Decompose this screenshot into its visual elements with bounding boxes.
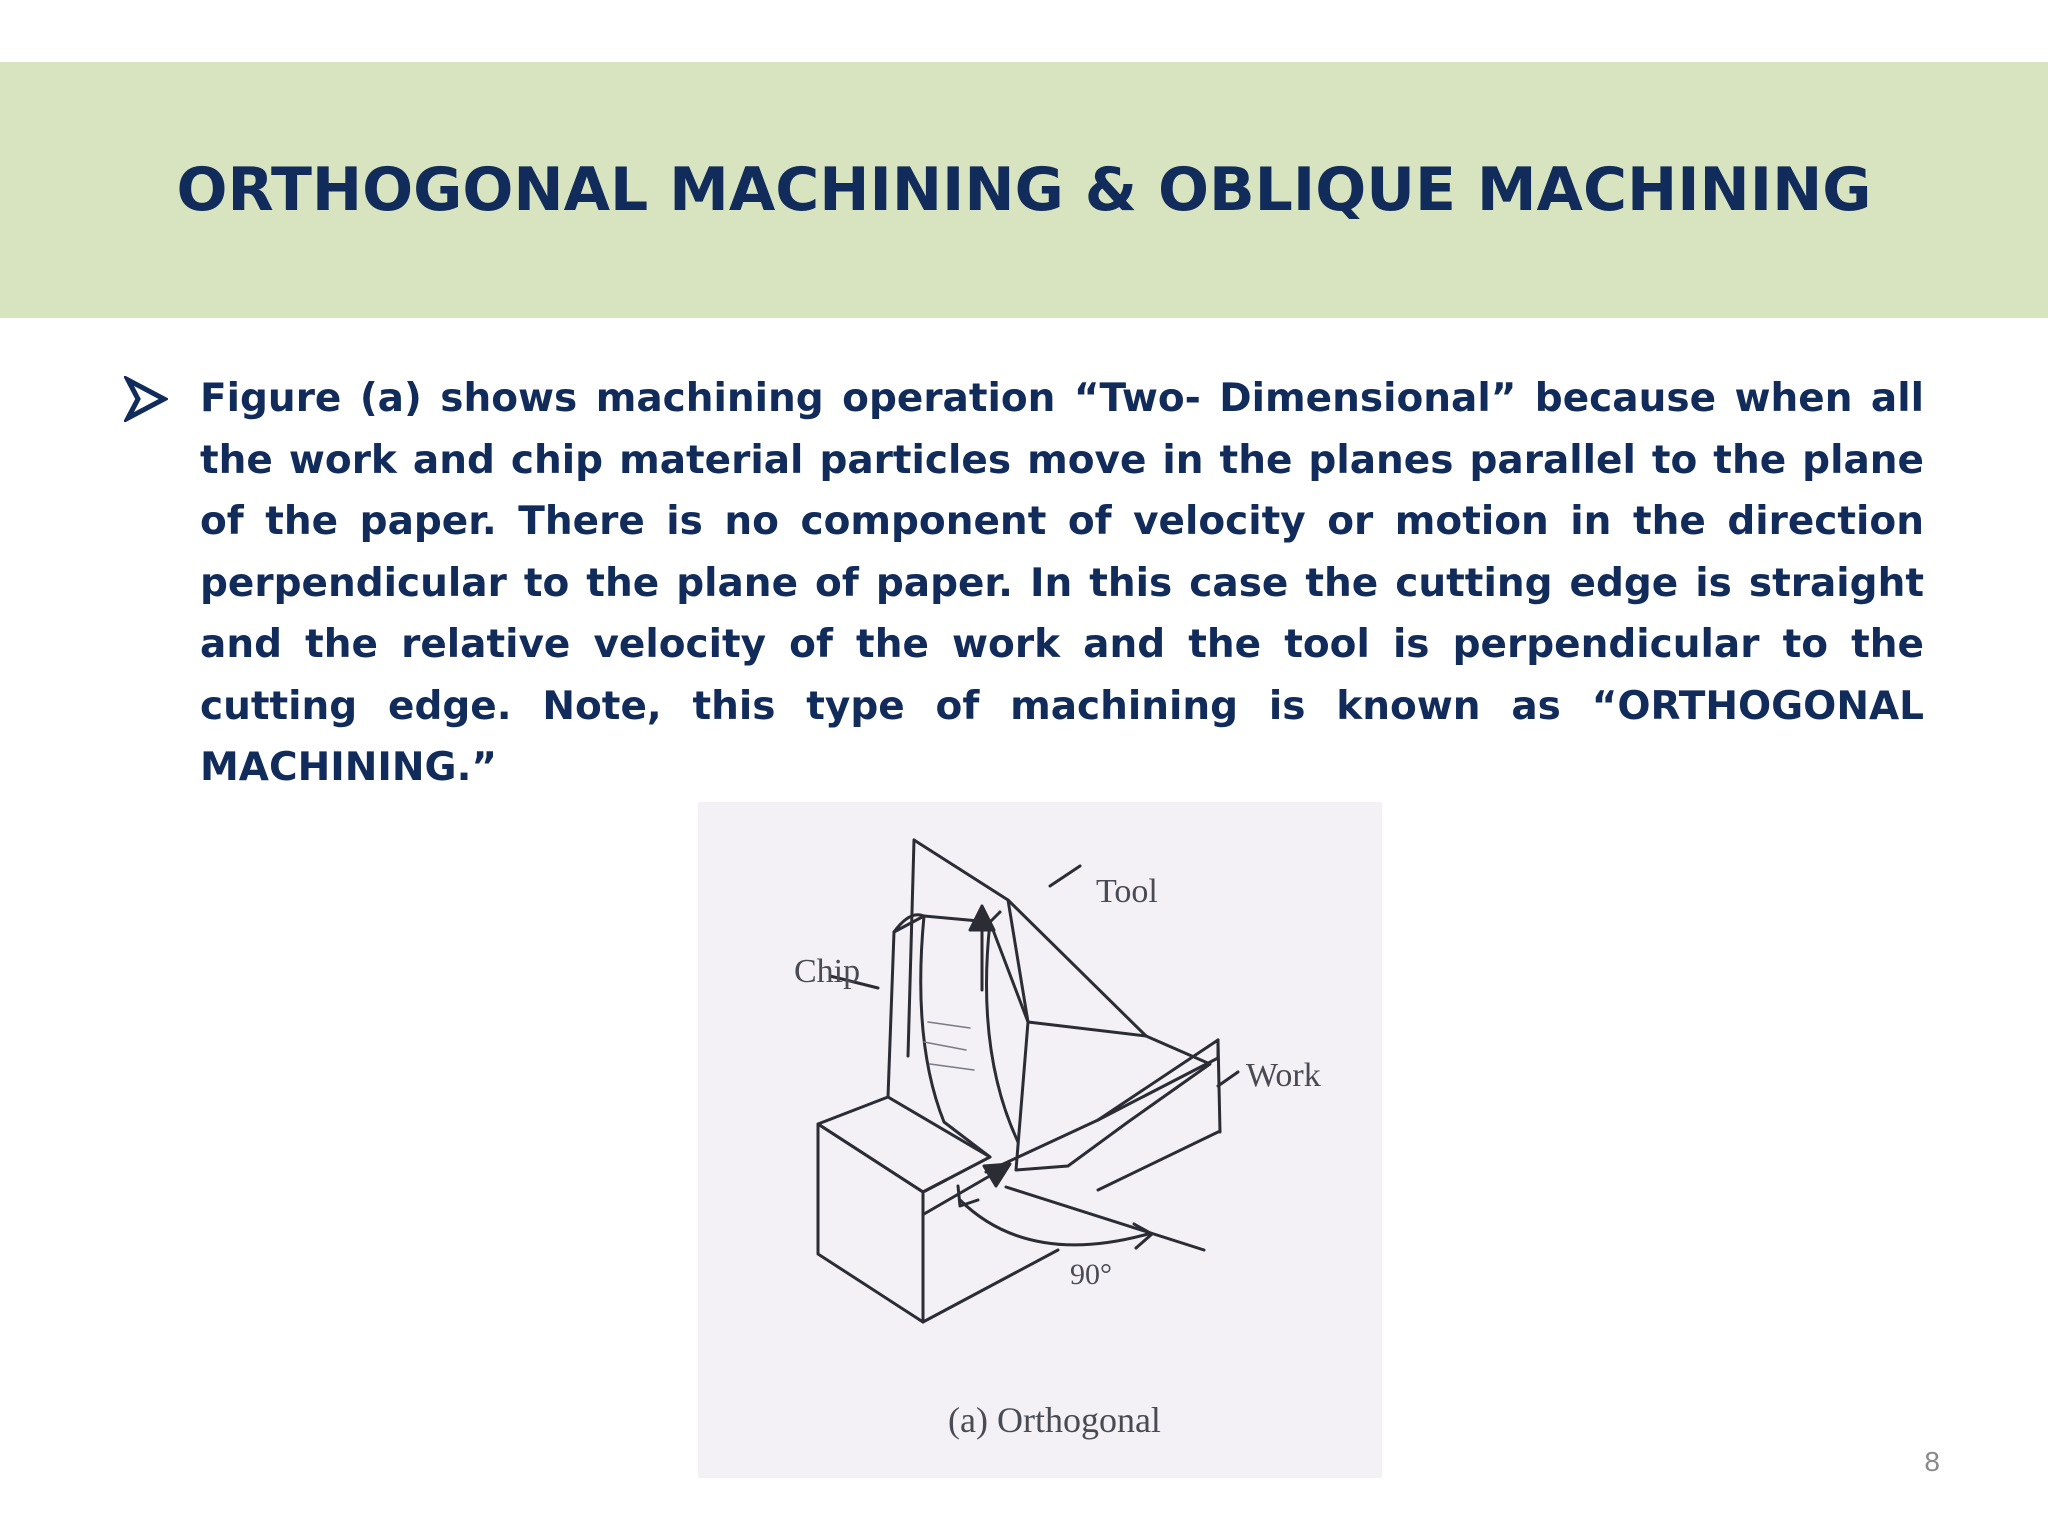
work-velocity-arrow — [924, 1170, 1000, 1214]
angle-label: 90° — [1070, 1258, 1112, 1291]
workpiece-top-face — [818, 1097, 990, 1192]
slide-title: ORTHOGONAL MACHINING & OBLIQUE MACHINING — [176, 155, 1872, 225]
workpiece-side — [923, 1250, 1058, 1322]
chip-label: Chip — [794, 953, 861, 990]
work-label: Work — [1246, 1057, 1321, 1094]
workpiece-front-face — [818, 1124, 923, 1322]
bullet-text: Figure (a) shows machining operation “Two- Dimensional” because when all the work and chip material particles move in the planes parallel to the plane of the paper. There is no component of velocity or motion in the direction perpendicular to the plane of paper. In this case the cutting edge is straight and the relative velocity of the work and the tool is perpendicular to the cutting edge. Note, this type of machining is known as “ORTHOGONAL MACHINING.” — [200, 376, 1924, 790]
arrowhead-bullet-icon — [124, 376, 168, 422]
orthogonal-machining-figure — [698, 802, 1382, 1478]
page-number: 8 — [1924, 1446, 1940, 1477]
orthogonal-machining-diagram — [698, 802, 1382, 1478]
tool-outline — [914, 840, 1210, 1170]
tool-label: Tool — [1096, 873, 1158, 910]
figure-caption: (a) Orthogonal — [948, 1400, 1161, 1440]
